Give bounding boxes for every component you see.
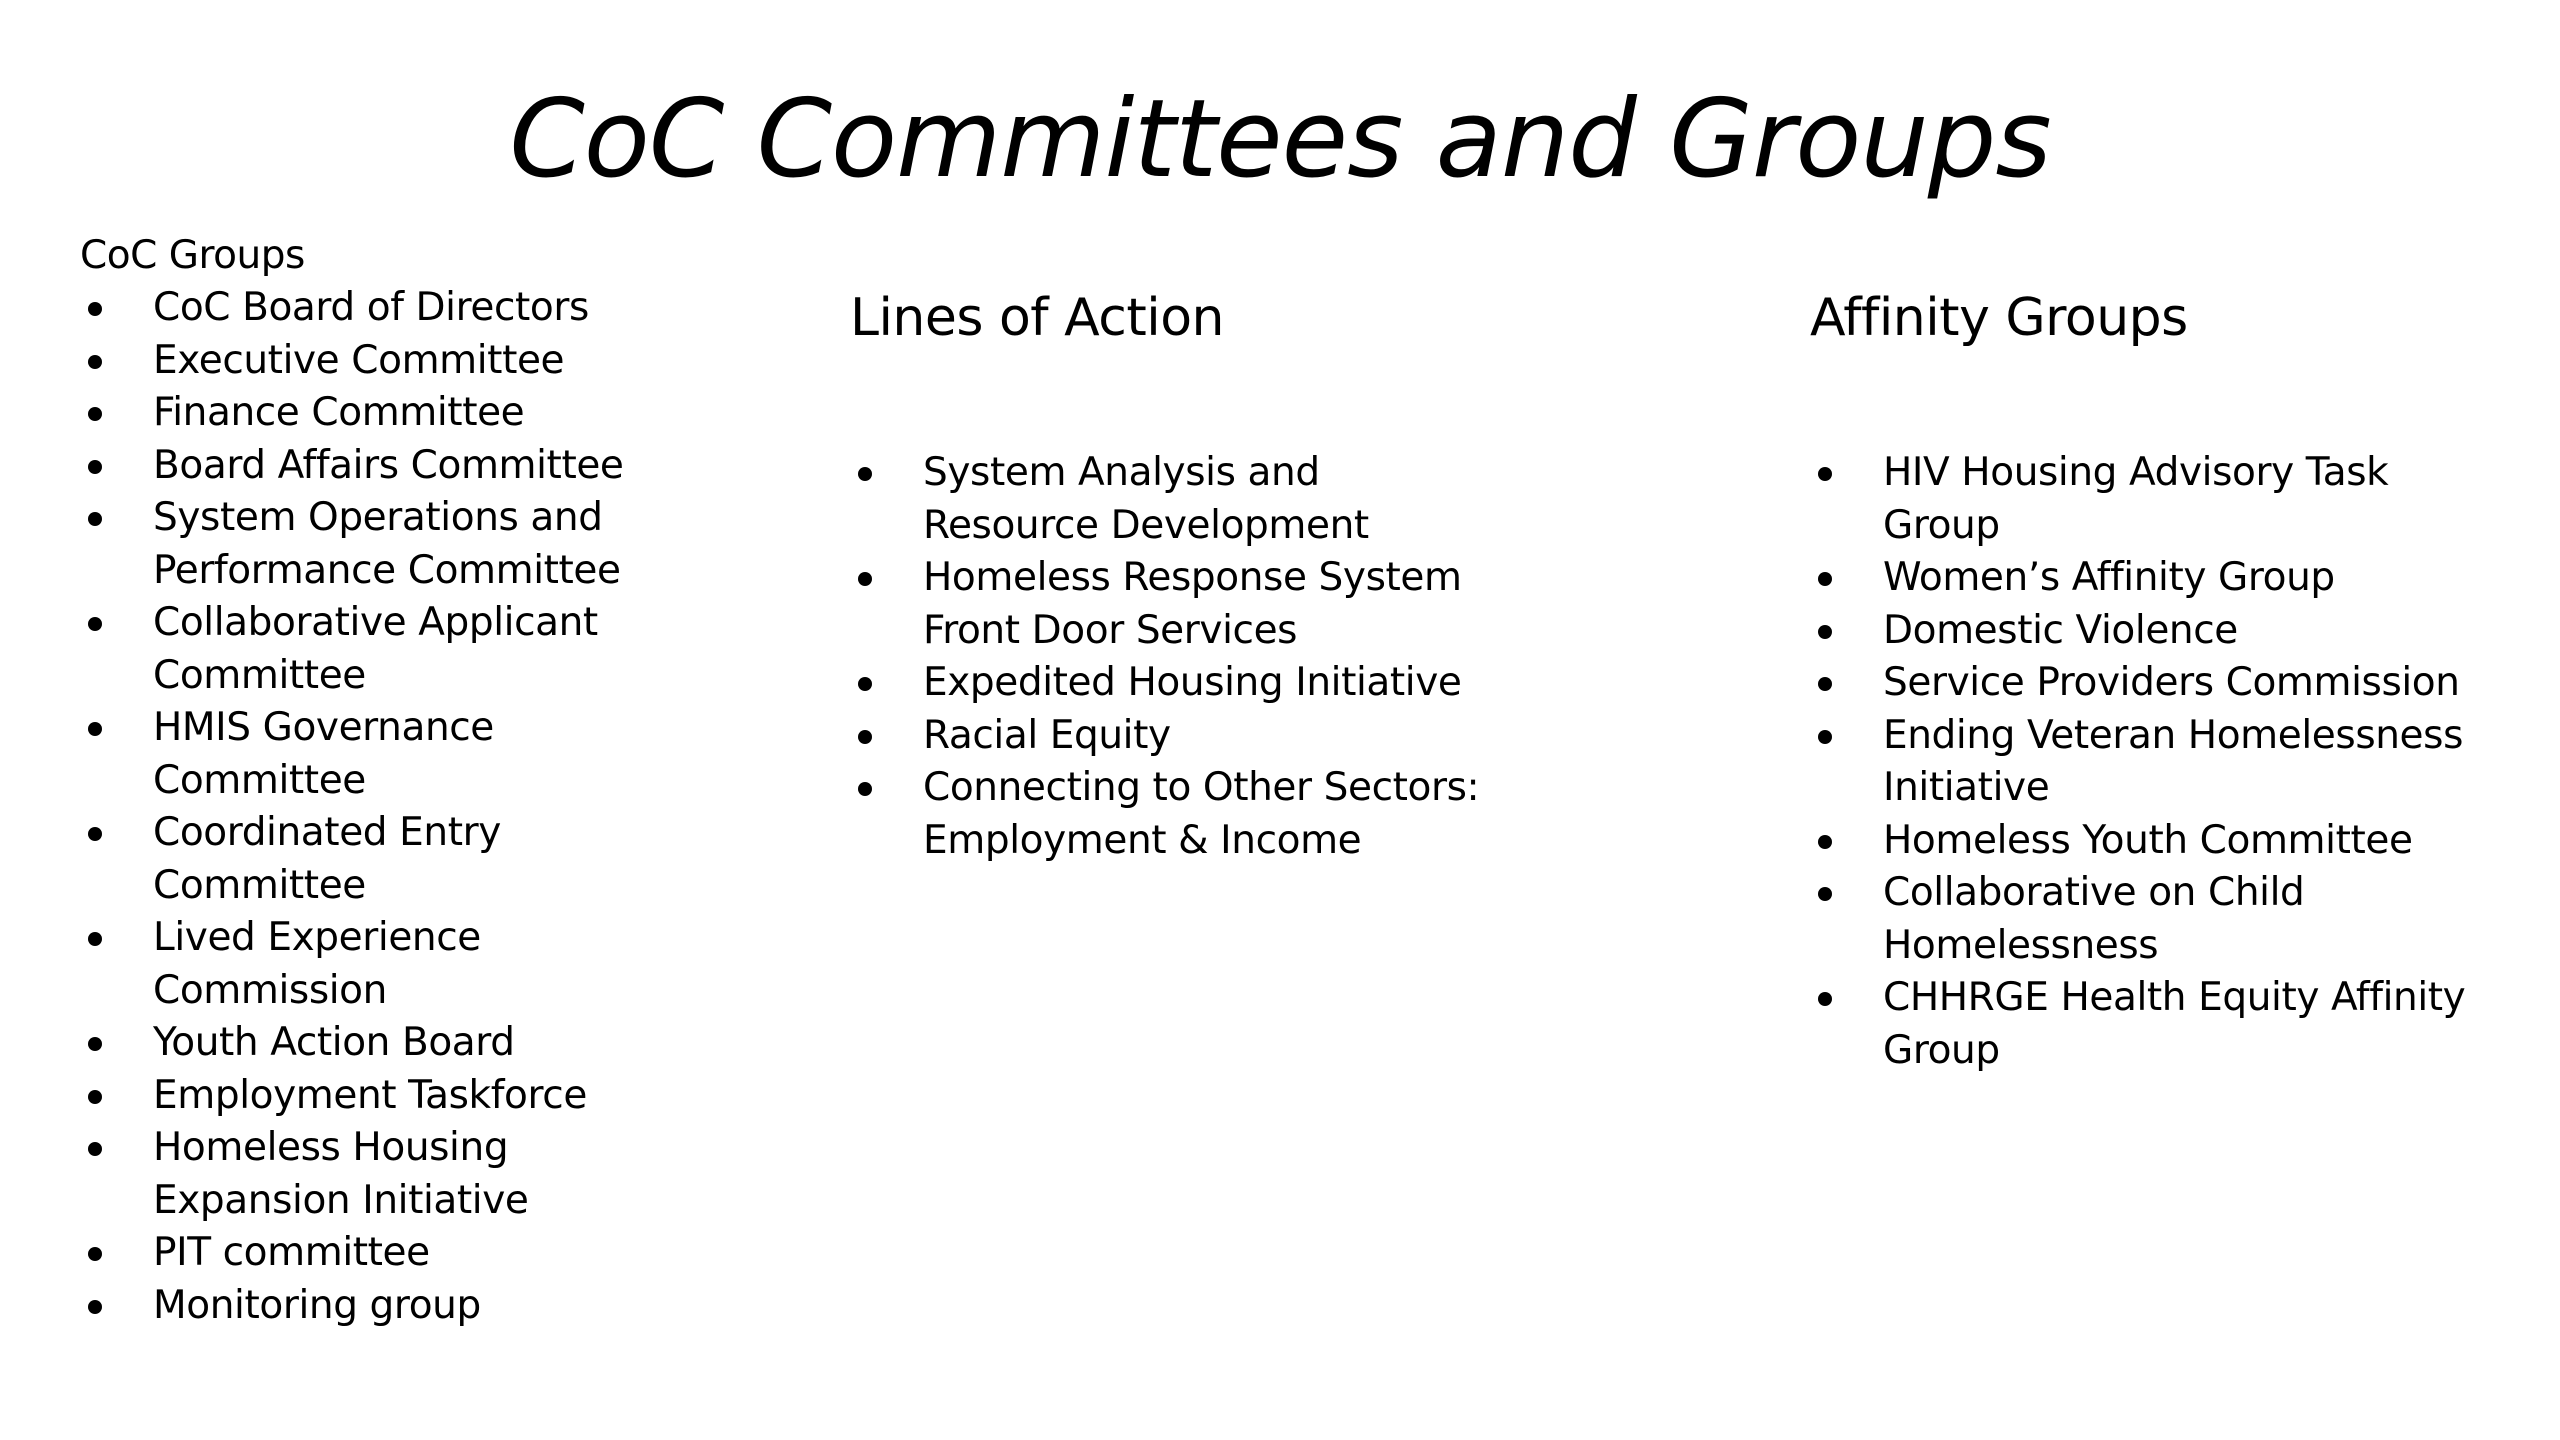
list-item [850, 657, 1610, 710]
bullet-icon [1818, 625, 1832, 639]
list-item-text: Group [1883, 1027, 2000, 1073]
affinity-groups-heading: Affinity Groups [1810, 288, 2188, 348]
list-item [1810, 552, 2550, 605]
bullet-icon [88, 1142, 102, 1156]
list-item-text: Initiative [1883, 765, 2050, 810]
bullet-icon [88, 302, 102, 316]
bullet-icon [1818, 730, 1832, 744]
bullet-icon [858, 572, 872, 586]
list-item-text: Executive Committee [153, 337, 565, 383]
bullet-icon [858, 467, 872, 481]
list-item-text: Expedited Housing Initiative [923, 660, 1462, 705]
list-item [80, 807, 720, 912]
list-item [80, 335, 720, 388]
bullet-icon [858, 730, 872, 744]
list-item-text: Monitoring group [153, 1282, 481, 1328]
bullet-icon [858, 782, 872, 796]
coc-groups-list [80, 282, 720, 1332]
lines-of-action-heading: Lines of Action [850, 288, 1224, 348]
list-item-text: System Analysis and [923, 450, 1320, 495]
lines-of-action-column [850, 285, 1610, 867]
bullet-icon [88, 355, 102, 369]
list-item-text: Employment & Income [923, 817, 1362, 863]
list-item [80, 1280, 720, 1333]
list-item-text: Lived Experience [153, 915, 481, 960]
list-item [1810, 710, 2550, 815]
bullet-icon [88, 827, 102, 841]
bullet-icon [88, 1090, 102, 1104]
list-item [80, 1227, 720, 1280]
list-item-text: Committee [153, 757, 366, 803]
bullet-icon [1818, 677, 1832, 691]
list-item-text: Homelessness [1883, 922, 2159, 968]
list-item-text: Front Door Services [923, 607, 1298, 653]
list-item-text: Women’s Affinity Group [1883, 555, 2335, 600]
bullet-icon [88, 1037, 102, 1051]
bullet-icon [88, 617, 102, 631]
bullet-icon [88, 722, 102, 736]
list-item-text: Collaborative Applicant [153, 600, 598, 645]
list-item [1810, 867, 2550, 972]
coc-groups-heading: CoC Groups [80, 233, 305, 278]
list-item [1810, 657, 2550, 710]
list-item-text: PIT committee [153, 1230, 430, 1275]
bullet-icon [88, 460, 102, 474]
list-item [80, 1070, 720, 1123]
list-item [80, 597, 720, 702]
list-item-text: Homeless Youth Committee [1883, 817, 2413, 863]
bullet-icon [1818, 992, 1832, 1006]
bullet-icon [1818, 887, 1832, 901]
list-item [850, 762, 1610, 867]
list-item-text: Committee [153, 862, 366, 908]
list-item [80, 1122, 720, 1227]
list-item [80, 492, 720, 597]
list-item [80, 1017, 720, 1070]
list-item [80, 387, 720, 440]
affinity-groups-list [1810, 447, 2550, 1077]
list-item [80, 282, 720, 335]
coc-groups-column [80, 230, 720, 1332]
bullet-icon [88, 512, 102, 526]
bullet-icon [88, 1300, 102, 1314]
list-item-text: Service Providers Commission [1883, 660, 2460, 705]
bullet-icon [858, 677, 872, 691]
bullet-icon [1818, 467, 1832, 481]
bullet-icon [88, 932, 102, 946]
list-item-text: Domestic Violence [1883, 607, 2238, 653]
list-item-text: Racial Equity [923, 712, 1171, 758]
list-item-text: Collaborative on Child [1883, 870, 2305, 915]
list-item-text: Group [1883, 502, 2000, 548]
slide-title: CoC Committees and Groups [509, 77, 2051, 202]
list-item [850, 447, 1610, 552]
list-item-text: Performance Committee [153, 547, 621, 593]
list-item-text: Committee [153, 652, 366, 698]
list-item [80, 912, 720, 1017]
list-item-text: Resource Development [923, 502, 1369, 548]
bullet-icon [1818, 835, 1832, 849]
list-item [1810, 605, 2550, 658]
list-item [80, 702, 720, 807]
list-item-text: CHHRGE Health Equity Affinity [1883, 975, 2466, 1020]
list-item-text: Commission [153, 967, 387, 1013]
list-item [1810, 815, 2550, 868]
list-item-text: Expansion Initiative [153, 1177, 529, 1223]
list-item-text: Coordinated Entry [153, 810, 501, 855]
lines-of-action-list [850, 447, 1610, 867]
list-item-text: System Operations and [153, 495, 603, 540]
list-item-text: Homeless Response System [923, 555, 1462, 600]
list-item-text: Connecting to Other Sectors: [923, 765, 1480, 810]
list-item-text: Finance Committee [153, 390, 525, 435]
list-item-text: Ending Veteran Homelessness [1883, 712, 2463, 758]
list-item-text: Youth Action Board [153, 1020, 515, 1065]
list-item [1810, 972, 2550, 1077]
list-item-text: HMIS Governance [153, 705, 494, 750]
bullet-icon [88, 1247, 102, 1261]
list-item [850, 552, 1610, 657]
list-item-text: Homeless Housing [153, 1125, 509, 1170]
list-item [850, 710, 1610, 763]
list-item-text: CoC Board of Directors [153, 285, 589, 330]
affinity-groups-column [1810, 285, 2550, 1077]
list-item-text: Employment Taskforce [153, 1072, 587, 1118]
list-item-text: Board Affairs Committee [153, 442, 624, 488]
bullet-icon [1818, 572, 1832, 586]
list-item-text: HIV Housing Advisory Task [1883, 450, 2389, 495]
list-item [1810, 447, 2550, 552]
bullet-icon [88, 407, 102, 421]
list-item [80, 440, 720, 493]
